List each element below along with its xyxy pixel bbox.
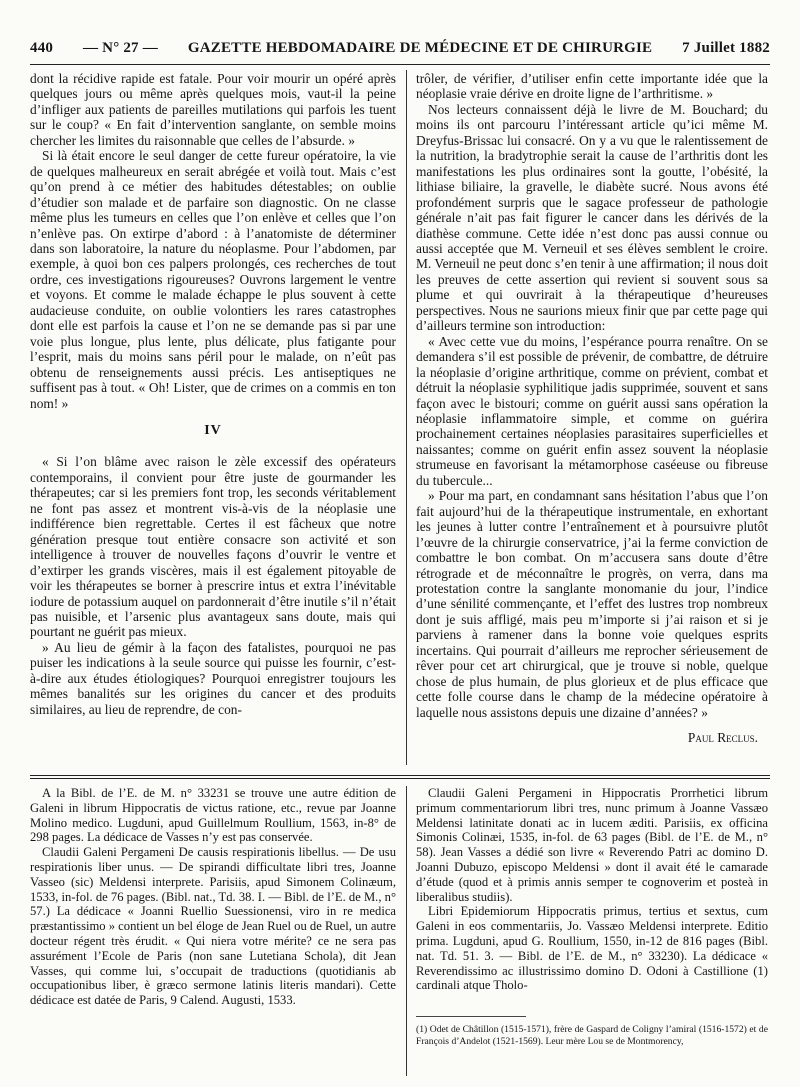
paragraph: « Si l’on blâme avec raison le zèle excessif des opérateurs contemporains, il convient pour être juste de gourmander les thérapeutes; car si les premiers font trop, les seconds véritablement ne font pas assez et montrent vis-à-vis de la néoplasie une indifférence bien regrettable. Certes il est fâcheux que notre génération presque tout entière consacre son activité et son intelligence à trouver de nouvelles façons d’ouvrir le ventre et d’extirper les grands viscères, mais il est également pitoyable de voir les thérapeutes se borner à prescrire intus et extra l’inévitable iodure de potassium auquel on pardonnerait d’être inutile s’il n’était pas nuisible, et l’arsenic plus avantageux sans doute, mais qui pourtant ne guérit pas mieux. bbox=[30, 454, 396, 640]
issue-number: — N° 27 — bbox=[83, 40, 158, 56]
page-header bbox=[30, 40, 770, 62]
note-paragraph: Libri Epidemiorum Hippocratis primus, tertius et sextus, cum Galeni in eos commentariis, Jo. Vassæo Meldensi interprete. Editio prima. Lugduni, apud G. Roullium, 1550, in-12 de 816 pages (Bibl. nat. Td. 51. 3. — Bibl. de l’E. de M., n° 33230). La dédicace « Reverendissimo ac illustrissimo domino D. Odoni à Castillione (1) cardinali atque Tholo- bbox=[416, 904, 768, 993]
feuilleton-rule-double bbox=[30, 778, 770, 779]
paragraph: » Pour ma part, en condamnant sans hésitation l’abus que l’on fait aujourd’hui de la thérapeutique instrumentale, en exhortant les jeunes à lutter contre l’entraînement et à poursuivre plutôt l’œuvre de la chirurgie conservatrice, j’ai la ferme conviction de combattre le bon combat. On m’accusera sans doute d’être rétrograde et de méconnaître le progrès, on verra, dans ma protestation contre la sanglante monomanie du jour, l’indice d’une sénilité commençante, et l’effet des lustres trop nombreux dont je suis affligé, mais peu m’importe si j’ai raison et si je parviens à ramener dans la bonne voie quelques esprits incertains. Qui pourrait d’ailleurs me reprocher sérieusement de rêver pour cet art chirurgical, que je trouve si noble, quelque chose de plus humain, de plus glorieux et de plus efficace que cette folle course dans le champ de la médecine opératoire à laquelle nous assistons depuis une dizaine d’années? » bbox=[416, 488, 768, 720]
left-column bbox=[30, 71, 396, 717]
paragraph: « Avec cette vue du moins, l’espérance pourra renaître. On se demandera s’il est possible de prévenir, de combattre, de détruire la néoplasie d’origine arthritique, comme on prévient, combat et détruit la néoplasie syphilitique jadis supprimée, souvent et sans façon avec le bistouri; comme on guérit aussi sans opération la néoplasie inflammatoire simple, et comme on guérira prochainement certaines néoplasies parasitaires superficielles et naissantes; comme on guérit enfin assez souvent la néoplasie strumeuse en favorisant la métamorphose caséeuse ou fibreuse du tubercule... bbox=[416, 333, 768, 488]
author-signature bbox=[416, 730, 768, 745]
notes-left bbox=[30, 786, 396, 1008]
note-paragraph: A la Bibl. de l’E. de M. n° 33231 se trouve une autre édition de Galeni in librum Hippocratis de victus ratione, etc., revue par Joanne Molino medico. Lugduni, apud Guillelmum Roullium, 1563, in-8° de 298 pages. La dédicace de Vasses n’y est pas conservée. bbox=[30, 786, 396, 845]
right-column bbox=[416, 71, 768, 745]
notes-right bbox=[416, 786, 768, 993]
notes-divider bbox=[406, 786, 407, 1076]
section-heading: IV bbox=[204, 422, 222, 438]
column-divider bbox=[406, 70, 407, 765]
issue-date: 7 Juillet 1882 bbox=[682, 40, 770, 56]
note-paragraph: Claudii Galeni Pergameni De causis respirationis libellus. — De usu respirationis liber unus. — De spirandi difficultate libri tres, Joanne Vasseo (sic) Meldensi interprete. Parisiis, apud Simonem Colinæum, 1533, in-fol. de 76 pages. (Bibl. nat., Td. 38. I. — Bibl. de l’E. de M., n° 57.) La dédicace « Joanni Ruellio Suessionensi, viro in re medica præstantissimo » contient un bel éloge de Jean Ruel ou de Ruel, un autre docteur régent très érudit. « Qui niera votre mérite? ce ne sera pas assurément l’Ecole de Paris (non sane Lutetiana Schola), dit Jean Vasses, qui comme lui, s’occupait de traductions (quotidianis ab occupationibus liber, è græco sermone latinis literis mandari). Cette dédicace est datée de Paris, 9 Calend. Augusti, 1533. bbox=[30, 845, 396, 1008]
page-number: 440 bbox=[30, 40, 54, 56]
note-paragraph: Claudii Galeni Pergameni in Hippocratis Prorrhetici librum primum commentariorum libri tres, nunc primum à Joanne Vassæo Meldensi latinitate donati ac in lucem æditi. Parisiis, ex officina Simonis Colinæi, 1535, in-fol. de 63 pages (Bibl. de l’E. de M., n° 58). Jean Vasses a dédié son livre « Reverendo Patri ac domino D. Joanni Dubuzo, episcopo Meldensi » dont il avait été le camarade d’étude (quod et à primis annis semper te cognoverim et posteà in liberalibus studiis). bbox=[416, 786, 768, 904]
feuilleton-rule bbox=[30, 775, 770, 776]
paragraph: dont la récidive rapide est fatale. Pour voir mourir un opéré après quelques jours ou même après quelques mois, vaut-il la peine d’infliger aux patients de pareilles mutilations qui parfois les tuent sur le coup? « En fait d’intervention sanglante, on semble moins chercher les limites du raisonnable que celles de l’absurde. » bbox=[30, 71, 396, 148]
paragraph: Si là était encore le seul danger de cette fureur opératoire, la vie de quelques malheureux en serait abrégée et voilà tout. Mais c’est qu’on prend à ce métier des habitudes détestables; on oublie d’étudier son malade et de parfaire son diagnostic. On ne classe même plus les tumeurs en celles que l’on enlève et celles que l’on n’enlève pas. On extirpe d’abord : à l’anatomiste de déterminer dans son laboratoire, la nature du néoplasme. Pour l’abdomen, par exemple, à quoi bon ces palpers prolongés, ces recherches de tout ordre, ces investigations rigoureuses? Ouvrons largement le ventre et voyons. Et comme le malade échappe le plus souvent à cette audacieuse conduite, on oublie volontiers les rares catastrophes dont elle est parfois la cause et l’on ne se demande pas si par une voie plus longue, plus lente, plus délicate, plus fatigante pour l’esprit, mais du moins sans péril pour le malade, on n’eût pas obtenu de renseignements aussi précis. Les antiseptiques ne suffisent pas à tout. « Oh! Lister, que de crimes on a commis en ton nom! » bbox=[30, 148, 396, 411]
paragraph: trôler, de vérifier, d’utiliser enfin cette importante idée que la néoplasie vraie dérive en droite ligne de l’arthritisme. » bbox=[416, 71, 768, 102]
paragraph: Nos lecteurs connaissent déjà le livre de M. Bouchard; du moins ils ont parcouru l’intéressant article qu’ici même M. Dreyfus-Brissac lui consacré. On y a vu que le ralentissement de la nutrition, la bradytrophie serait la cause de l’arthritis dont les manifestations les plus ordinaires sont la goutte, l’obésité, la lithiase biliaire, la gravelle, le diabète sucré. Nous avons été profondément surpris que le sagace professeur de pathologie générale n’ait pas fait figurer le cancer dans les dérivés de la diathèse commune. Cette idée n’est donc pas aussi connue ou aussi acceptée que M. Verneuil et ses élèves semblent le croire. M. Verneuil ne peut donc s’en tenir à une affirmation; il nous doit les preuves de cette assertion qui revient si souvent sous sa plume et qui ouvrirait à la thérapeutique d’heureuses perspectives. Nous ne saurions mieux finir que par cette page qui d’ailleurs termine son introduction: bbox=[416, 101, 768, 334]
footnote: (1) Odet de Châtillon (1515-1571), frère de Gaspard de Coligny l’amiral (1516-1572) et de François d’Andelot (1521-1569). Leur mère Lou se de Montmorency, bbox=[416, 1024, 768, 1047]
journal-title: GAZETTE HEBDOMADAIRE DE MÉDECINE ET DE CHIRURGIE bbox=[187, 40, 653, 56]
signature-text: Paul Reclus. bbox=[687, 730, 758, 746]
footnote-rule bbox=[416, 1016, 526, 1017]
paragraph: » Au lieu de gémir à la façon des fatalistes, pourquoi ne pas puiser les indications à la seule source qui puisse les fournir, c’est-à-dire aux études étiologiques? Pourquoi enregistrer toujours les mêmes banalités sur les origines du cancer et des produits similaires, au lieu de reprendre, de con- bbox=[30, 639, 396, 717]
header-rule bbox=[30, 64, 770, 65]
